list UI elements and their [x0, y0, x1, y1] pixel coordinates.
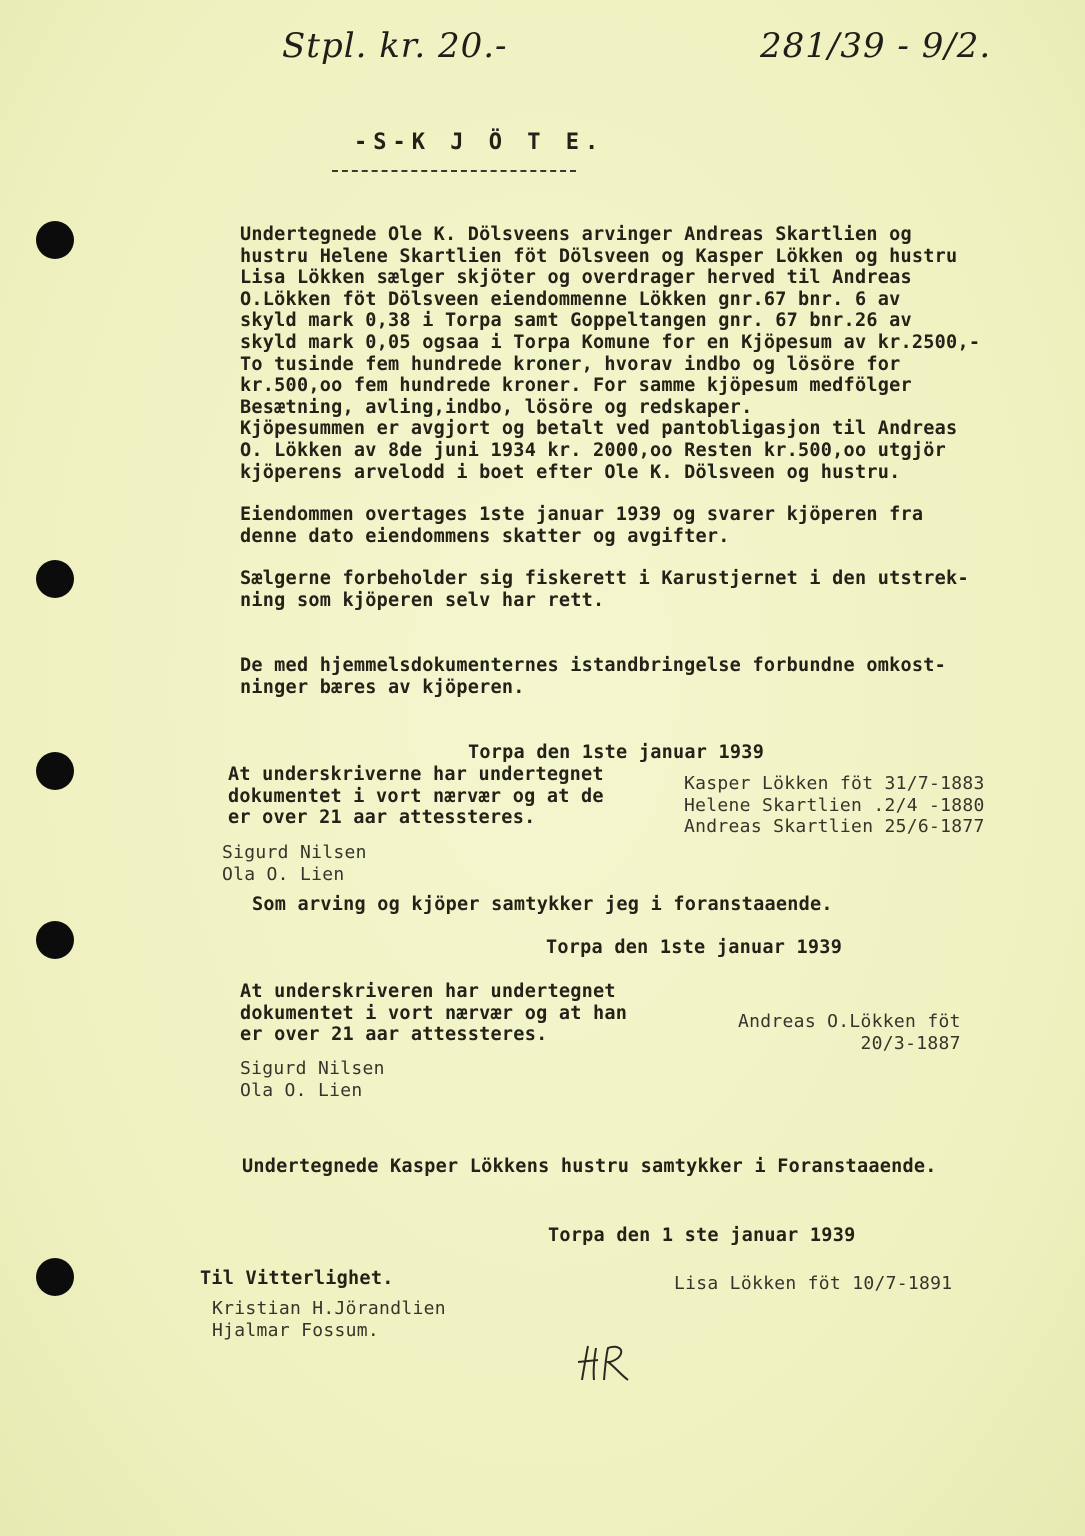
attestation-2: At underskriveren har undertegnet dokumentet i vort nærvær og at han er over 21 aar attessteres. [240, 981, 628, 1046]
binder-hole [36, 560, 74, 598]
registration-number-note: 281/39 - 9/2. [760, 26, 992, 66]
place-date-3: Torpa den 1 ste januar 1939 [548, 1225, 856, 1246]
place-date-2: Torpa den 1ste januar 1939 [546, 937, 843, 958]
paragraph-takeover: Eiendommen overtages 1ste januar 1939 og svarer kjöperen fra denne dato eiendommens skatter og avgifter. [240, 504, 924, 547]
binder-hole [36, 752, 74, 790]
signatories-1: Kasper Lökken föt 31/7-1883 Helene Skartlien .2/4 -1880 Andreas Skartlien 25/6-1877 [684, 773, 985, 838]
document-title: -S-K J Ö T E. [354, 130, 605, 155]
witnesses-2: Sigurd Nilsen Ola O. Lien [240, 1058, 385, 1101]
witnesses-3: Kristian H.Jörandlien Hjalmar Fossum. [212, 1298, 446, 1341]
place-date-1: Torpa den 1ste januar 1939 [468, 742, 765, 763]
wife-consent-line: Undertegnede Kasper Lökkens hustru samtykker i Foranstaaende. [242, 1156, 937, 1177]
paragraph-fishing-rights: Sælgerne forbeholder sig fiskerett i Karustjernet i den utstrek- ning som kjöperen selv har rett. [240, 568, 969, 611]
paragraph-sale-terms: Undertegnede Ole K. Dölsveens arvinger Andreas Skartlien og hustru Helene Skartlien föt Dölsveen og Kasper Lökken og hustru Lisa Lökken sælger skjöter og overdrager herved til Andreas O.Lökken föt Dölsveen eiendommenne Lökken gnr.67 bnr. 6 av skyld mark 0,38 i Torpa samt Goppeltangen gnr. 67 bnr.26 av skyld mark 0,05 ogsaa i Torpa Komune for en Kjöpesum av kr.2500,- To tusinde fem hundrede kroner, hvorav indbo og lösöre for kr.500,oo fem hundrede kroner. For samme kjöpesum medfölger Besætning, avling,indbo, lösöre og redskaper. Kjöpesummen er avgjort og betalt ved pantobligasjon til Andreas O. Lökken av 8de juni 1934 kr. 2000,oo Resten kr.500,oo utgjör kjöperens arvelodd i boet efter Ole K. Dölsveen og hustru. [240, 224, 981, 483]
signatory-3: Lisa Lökken föt 10/7-1891 [674, 1273, 953, 1294]
binder-hole [36, 221, 74, 259]
heir-consent-line: Som arving og kjöper samtykker jeg i foranstaaende. [252, 894, 833, 915]
stamp-fee-note: Stpl. kr. 20.- [282, 26, 508, 66]
vitterlighet-label: Til Vitterlighet. [200, 1268, 394, 1289]
binder-hole [36, 921, 74, 959]
witnesses-1: Sigurd Nilsen Ola O. Lien [222, 842, 367, 885]
title-underline [332, 170, 576, 172]
signatory-2: Andreas O.Lökken föt 20/3-1887 [738, 1011, 961, 1054]
handwritten-initials [574, 1340, 634, 1384]
paragraph-costs: De med hjemmelsdokumenternes istandbringelse forbundne omkost- ninger bæres av kjöperen. [240, 655, 947, 698]
attestation-1: At underskriverne har undertegnet dokumentet i vort nærvær og at de er over 21 aar attessteres. [228, 764, 604, 829]
binder-hole [36, 1258, 74, 1296]
